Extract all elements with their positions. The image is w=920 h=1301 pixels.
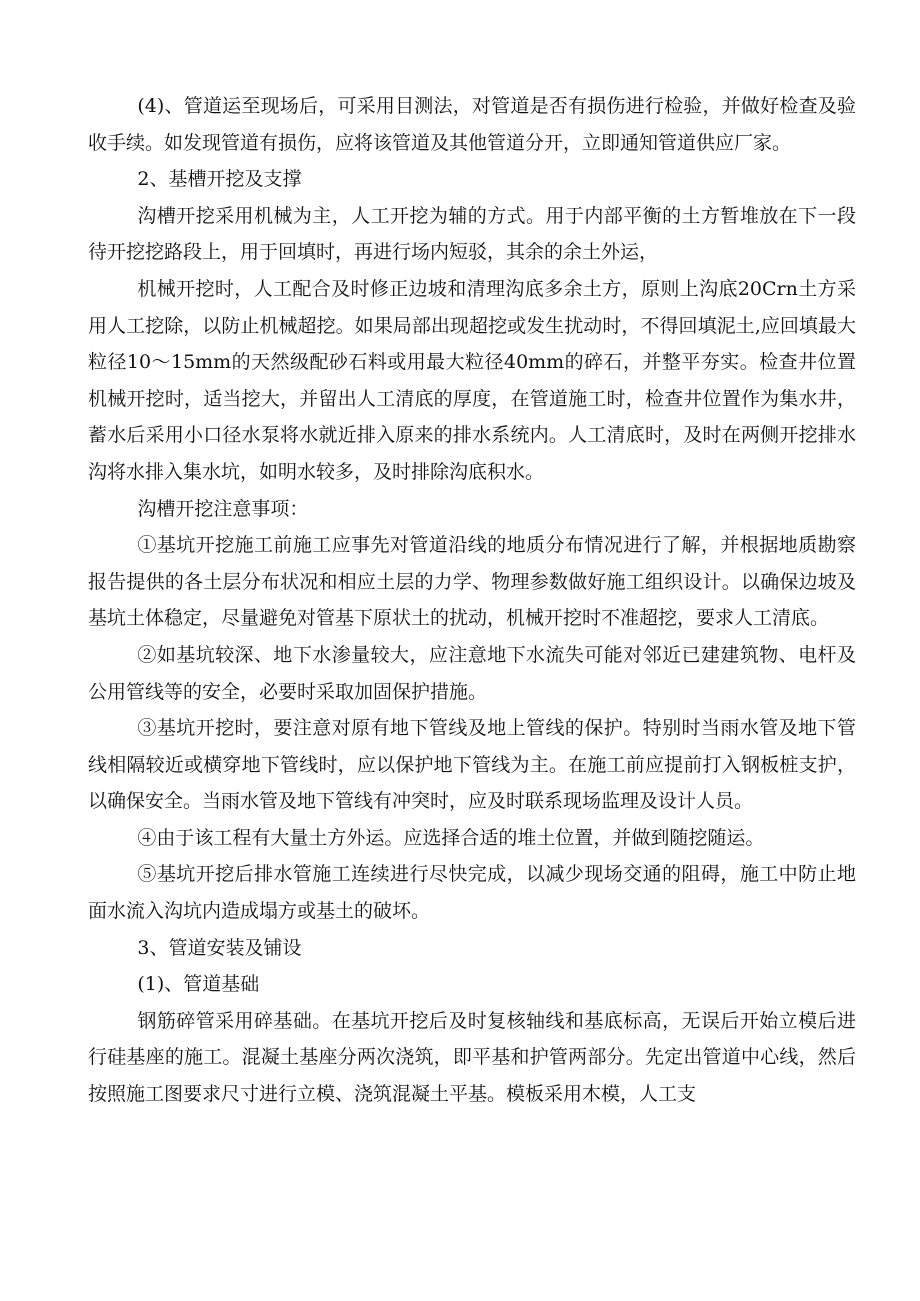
- subheading-pipe-foundation: (1)、管道基础: [137, 973, 260, 996]
- note-item-5: ⑤基坑开挖后排水管施工连续进行尽快完成，以减少现场交通的阻碍，施工中防止地面水流入沟坑内造成塌方或基土的破坏。: [88, 863, 856, 923]
- document-page: [88, 88, 856, 1113]
- note-item-3: ③基坑开挖时，要注意对原有地下管线及地上管线的保护。特别时当雨水管及地下管线相隔较近或横穿地下管线时，应以保护地下管线为主。在施工前应提前打入钢板桩支护，以确保安全。当雨水管及地下管线有冲突时，应及时联系现场监理及设计人员。: [88, 717, 856, 813]
- paragraph-pipe-inspection: (4)、管道运至现场后，可采用目测法，对管道是否有损伤进行检验，并做好检查及验收手续。如发现管道有损伤，应将该管道及其他管道分开，立即通知管道供应厂家。: [88, 95, 856, 154]
- heading-pipe-installation: 3、管道安装及铺设: [137, 936, 302, 959]
- paragraph-mechanical-excavation: 机械开挖时，人工配合及时修正边坡和清理沟底多余土方，原则上沟底20Crn土方采用人工挖除，以防止机械超挖。如果局部出现超挖或发生扰动时，不得回填泥土,应回填最大粒径10～15mm的天然级配砂石料或用最大粒径40mm的碎石，并整平夯实。检查井位置机械开挖时，适当挖大，并留出人工清底的厚度，在管道施工时，检查井位置作为集水井，蓄水后采用小口径水泵将水就近排入原来的排水系统内。人工清底时，及时在两侧开挖排水沟将水排入集水坑，如明水较多，及时排除沟底积水。: [88, 277, 856, 483]
- paragraph-excavation-method: 沟槽开挖采用机械为主，人工开挖为辅的方式。用于内部平衡的土方暂堆放在下一段待开挖挖路段上，用于回填时，再进行场内短驳，其余的余土外运，: [88, 204, 856, 264]
- note-item-4: ④由于该工程有大量土方外运。应选择合适的堆土位置，并做到随挖随运。: [137, 826, 765, 849]
- heading-excavation-notes: 沟槽开挖注意事项：: [137, 497, 309, 520]
- paragraph-pipe-foundation: 钢筋碎管采用碎基础。在基坑开挖后及时复核轴线和基底标高，无误后开始立模后进行硅基座的施工。混凝土基座分两次浇筑，即平基和护管两部分。先定出管道中心线，然后按照施工图要求尺寸进行立模、浇筑混凝土平基。模板采用木模，人工支: [88, 1009, 856, 1106]
- note-item-2: ②如基坑较深、地下水渗量较大，应注意地下水流失可能对邻近已建建筑物、电杆及公用管线等的安全，必要时采取加固保护措施。: [88, 643, 856, 703]
- note-item-1: ①基坑开挖施工前施工应事先对管道沿线的地质分布情况进行了解，并根据地质勘察报告提供的各土层分布状况和相应土层的力学、物理参数做好施工组织设计。以确保边坡及基坑土体稳定，尽量避免对管基下原状土的扰动，机械开挖时不准超挖，要求人工清底。: [88, 534, 856, 630]
- heading-trench-excavation: 2、基槽开挖及支撑: [137, 168, 302, 191]
